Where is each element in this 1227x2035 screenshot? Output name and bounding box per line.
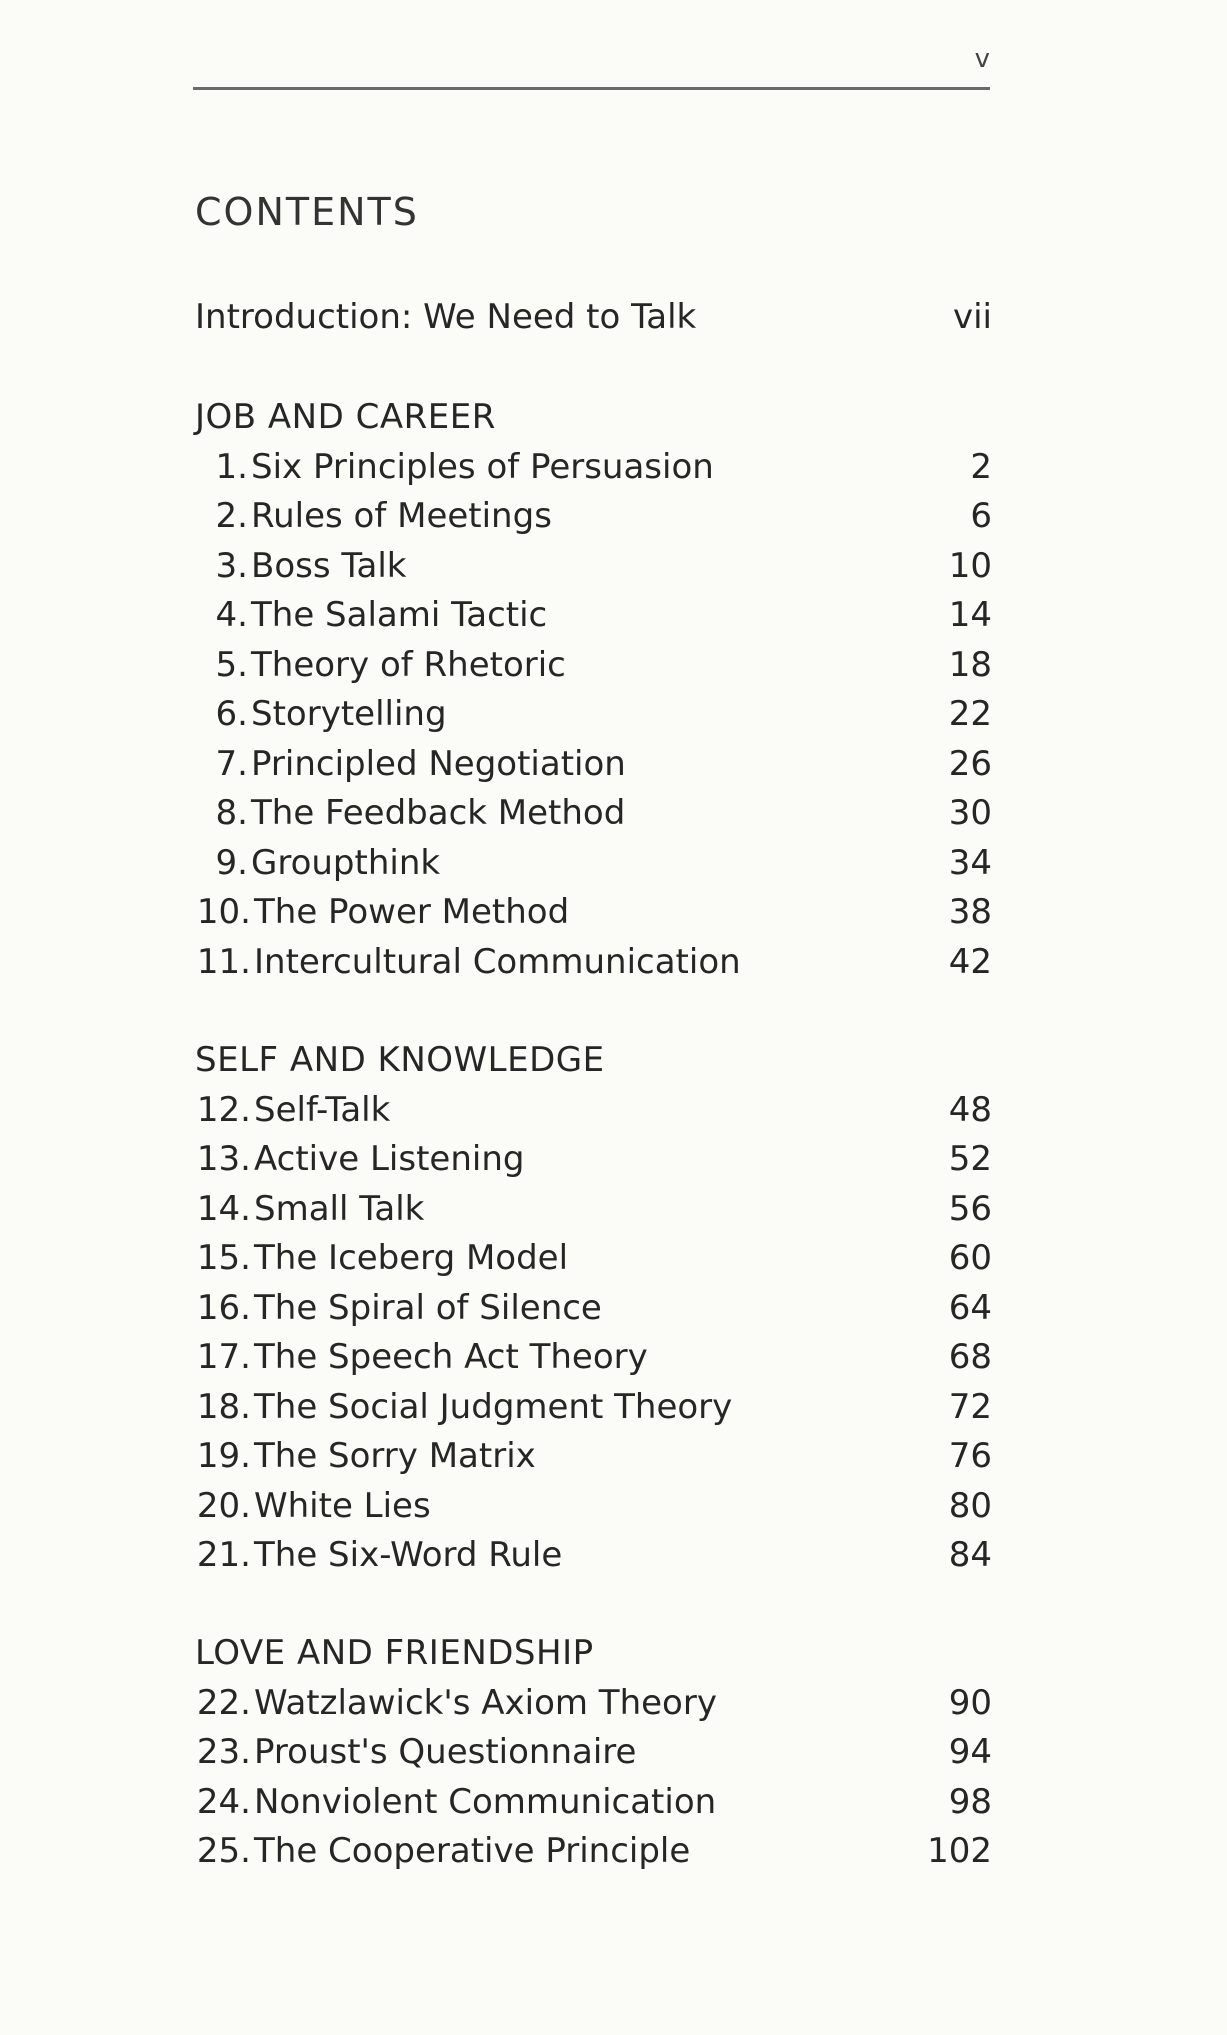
toc-entry[interactable] xyxy=(195,1484,992,1528)
toc-entry-number: 19. xyxy=(196,1436,251,1476)
toc-entry-introduction[interactable] xyxy=(195,295,992,339)
toc-entry-page: 60 xyxy=(948,1238,992,1278)
toc-entry-page: 34 xyxy=(948,843,992,883)
toc-entry-label xyxy=(195,1335,648,1379)
toc-entry-page: 90 xyxy=(948,1683,992,1723)
toc-entry[interactable] xyxy=(195,1187,992,1231)
toc-entry-page: 2 xyxy=(970,447,992,487)
toc-entry-label xyxy=(195,1730,636,1774)
toc-entry-number: 15. xyxy=(196,1238,251,1278)
toc-entry-page: 84 xyxy=(948,1535,992,1575)
toc-entry[interactable] xyxy=(195,841,992,885)
toc-entry-title: Theory of Rhetoric xyxy=(251,645,566,685)
toc-entry-label xyxy=(195,1137,524,1181)
toc-entry-title: The Iceberg Model xyxy=(254,1238,569,1278)
toc-entry-label xyxy=(195,1484,431,1528)
toc-entry-label xyxy=(195,791,625,835)
toc-entry-number: 9. xyxy=(215,843,248,883)
toc-entry-page: 30 xyxy=(948,793,992,833)
toc-entry-page: 56 xyxy=(948,1189,992,1229)
toc-entry[interactable] xyxy=(195,544,992,588)
toc-entry-number: 13. xyxy=(196,1139,251,1179)
toc-entry[interactable] xyxy=(195,1137,992,1181)
toc-entry[interactable] xyxy=(195,890,992,934)
toc-entry-label xyxy=(195,544,406,588)
toc-entry[interactable] xyxy=(195,1286,992,1330)
toc-entry-title: Intercultural Communication xyxy=(254,942,741,982)
section-heading: JOB AND CAREER xyxy=(195,397,496,437)
toc-entry[interactable] xyxy=(195,643,992,687)
toc-entry-page: 26 xyxy=(948,744,992,784)
toc-entry-title: The Six-Word Rule xyxy=(254,1535,563,1575)
toc-entry-number: 4. xyxy=(215,595,248,635)
toc-entry[interactable] xyxy=(195,593,992,637)
toc-entry-label xyxy=(195,1533,562,1577)
toc-entry[interactable] xyxy=(195,1681,992,1725)
toc-entry-title: Groupthink xyxy=(251,843,441,883)
toc-entry-number: 3. xyxy=(215,546,248,586)
toc-entry-title: The Speech Act Theory xyxy=(254,1337,648,1377)
toc-entry[interactable] xyxy=(195,692,992,736)
toc-entry-title: Watzlawick's Axiom Theory xyxy=(254,1683,717,1723)
toc-entry[interactable] xyxy=(195,494,992,538)
toc-entry-label xyxy=(195,890,569,934)
toc-entry-label xyxy=(195,1780,716,1824)
toc-entry-number: 12. xyxy=(196,1090,251,1130)
toc-entry-page: 52 xyxy=(948,1139,992,1179)
toc-entry-label xyxy=(195,841,440,885)
toc-entry-page: 102 xyxy=(927,1831,992,1871)
toc-entry-label xyxy=(195,692,447,736)
toc-entry-title: Active Listening xyxy=(254,1139,525,1179)
toc-entry-page: 94 xyxy=(948,1732,992,1772)
toc-entry-label xyxy=(195,643,566,687)
toc-entry[interactable] xyxy=(195,1533,992,1577)
section-heading: SELF AND KNOWLEDGE xyxy=(195,1040,605,1080)
toc-entry[interactable] xyxy=(195,445,992,489)
toc-entry-title: Self-Talk xyxy=(254,1090,391,1130)
toc-entry-title: Small Talk xyxy=(254,1189,425,1229)
toc-entry-page: 48 xyxy=(948,1090,992,1130)
toc-entry-label xyxy=(195,1236,568,1280)
toc-entry-page: 42 xyxy=(948,942,992,982)
toc-entry-label xyxy=(195,1434,536,1478)
toc-entry-label xyxy=(195,940,741,984)
page-folio: v xyxy=(974,44,990,74)
toc-entry-number: 5. xyxy=(215,645,248,685)
toc-entry-label xyxy=(195,1829,690,1873)
toc-entry-page: 68 xyxy=(948,1337,992,1377)
toc-entry-label xyxy=(195,1286,602,1330)
toc-entry-number: 23. xyxy=(196,1732,251,1772)
toc-entry[interactable] xyxy=(195,1829,992,1873)
toc-entry[interactable] xyxy=(195,1236,992,1280)
toc-entry-number: 8. xyxy=(215,793,248,833)
toc-entry-title: Six Principles of Persuasion xyxy=(251,447,714,487)
toc-entry-title: Boss Talk xyxy=(251,546,407,586)
toc-entry-title: The Social Judgment Theory xyxy=(254,1387,733,1427)
toc-entry-number: 24. xyxy=(196,1782,251,1822)
toc-entry-title: White Lies xyxy=(254,1486,431,1526)
toc-entry[interactable] xyxy=(195,791,992,835)
toc-entry[interactable] xyxy=(195,940,992,984)
toc-entry-label xyxy=(195,593,547,637)
toc-entry-label xyxy=(195,445,714,489)
section-heading: LOVE AND FRIENDSHIP xyxy=(195,1633,594,1673)
toc-entry-label xyxy=(195,742,626,786)
toc-entry-page: 14 xyxy=(948,595,992,635)
toc-entry[interactable] xyxy=(195,1335,992,1379)
toc-entry[interactable] xyxy=(195,1730,992,1774)
toc-entry-label xyxy=(195,1385,732,1429)
toc-entry[interactable] xyxy=(195,1780,992,1824)
toc-entry-title: The Cooperative Principle xyxy=(254,1831,691,1871)
toc-entry-number: 7. xyxy=(215,744,248,784)
toc-entry[interactable] xyxy=(195,1434,992,1478)
toc-entry-title: Nonviolent Communication xyxy=(254,1782,717,1822)
contents-title: CONTENTS xyxy=(195,190,419,234)
toc-entry-number: 6. xyxy=(215,694,248,734)
toc-entry-label xyxy=(195,1681,717,1725)
toc-entry-title: Principled Negotiation xyxy=(251,744,626,784)
toc-entry-title: Rules of Meetings xyxy=(251,496,552,536)
toc-entry-page: vii xyxy=(952,297,992,337)
toc-entry-number: 22. xyxy=(196,1683,251,1723)
toc-entry-page: 64 xyxy=(948,1288,992,1328)
toc-entry-number: 1. xyxy=(215,447,248,487)
toc-entry-page: 38 xyxy=(948,892,992,932)
toc-entry[interactable] xyxy=(195,742,992,786)
toc-entry-number: 10. xyxy=(196,892,251,932)
toc-entry-number: 17. xyxy=(196,1337,251,1377)
toc-entry-number: 16. xyxy=(196,1288,251,1328)
toc-entry-title: Introduction: We Need to Talk xyxy=(195,297,697,337)
toc-entry-label xyxy=(195,1088,390,1132)
toc-entry-page: 80 xyxy=(948,1486,992,1526)
toc-entry[interactable] xyxy=(195,1088,992,1132)
toc-entry-number: 11. xyxy=(196,942,251,982)
toc-entry-title: The Feedback Method xyxy=(251,793,626,833)
toc-entry-page: 6 xyxy=(970,496,992,536)
toc-entry-number: 2. xyxy=(215,496,248,536)
toc-entry-number: 25. xyxy=(196,1831,251,1871)
toc-entry-label xyxy=(195,1187,424,1231)
toc-entry-number: 18. xyxy=(196,1387,251,1427)
toc-entry-title: The Spiral of Silence xyxy=(254,1288,602,1328)
toc-entry-page: 10 xyxy=(948,546,992,586)
header-rule xyxy=(193,87,990,90)
toc-entry-page: 72 xyxy=(948,1387,992,1427)
toc-entry-title: The Power Method xyxy=(254,892,570,932)
toc-entry-page: 98 xyxy=(948,1782,992,1822)
toc-entry-title: The Salami Tactic xyxy=(251,595,548,635)
toc-entry-title: The Sorry Matrix xyxy=(254,1436,536,1476)
toc-entry-title: Storytelling xyxy=(251,694,447,734)
toc-entry-number: 14. xyxy=(196,1189,251,1229)
toc-entry-page: 18 xyxy=(948,645,992,685)
toc-entry-label xyxy=(195,494,552,538)
toc-entry-number: 21. xyxy=(196,1535,251,1575)
toc-entry[interactable] xyxy=(195,1385,992,1429)
toc-entry-title: Proust's Questionnaire xyxy=(254,1732,637,1772)
toc-entry-page: 22 xyxy=(948,694,992,734)
toc-entry-number: 20. xyxy=(196,1486,251,1526)
toc-entry-page: 76 xyxy=(948,1436,992,1476)
